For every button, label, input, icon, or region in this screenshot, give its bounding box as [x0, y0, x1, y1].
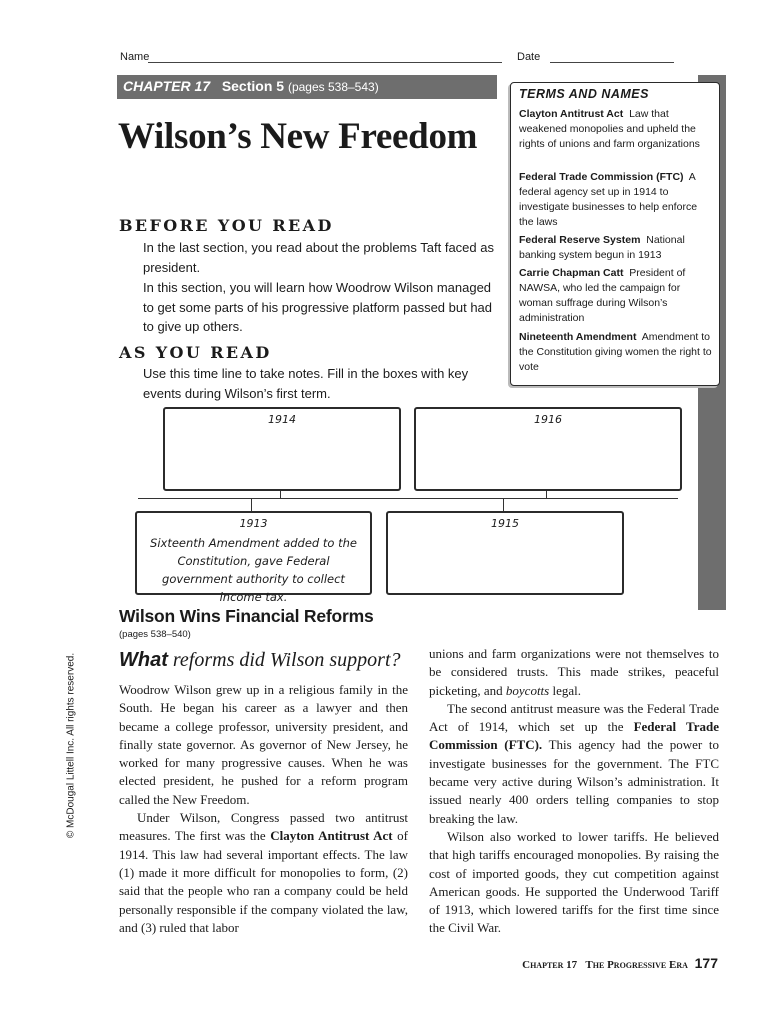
- chapter-number: CHAPTER 17: [123, 78, 211, 94]
- body-column-right: [429, 645, 719, 938]
- terms-heading: TERMS AND NAMES: [519, 87, 649, 101]
- term-highlight: Clayton Antitrust Act: [270, 828, 393, 844]
- body-paragraph: Woodrow Wilson grew up in a religious family in the South. He began his career as a lawyer and then became a college professor, university president, and finally state governor. As governor of New Jersey, he worked for many progressive causes. When he was elected president, he pushed for a reform program called the New Freedom.: [119, 682, 408, 807]
- term-name: Federal Reserve System: [519, 234, 641, 246]
- terms-and-names-box: [510, 82, 720, 386]
- term-name: Carrie Chapman Catt: [519, 267, 624, 279]
- before-you-read-text: In this section, you will learn how Woodrow Wilson managed to get some parts of his progressive platform passed but had to give up others.: [143, 280, 493, 334]
- term-item: [519, 330, 713, 375]
- timeline-axis: [138, 498, 678, 499]
- timeline-tick: [503, 498, 504, 511]
- date-field[interactable]: [550, 62, 674, 63]
- term-item: [519, 170, 713, 230]
- section-question: [119, 649, 401, 672]
- name-label: Name: [120, 51, 150, 63]
- chapter-bar: [117, 75, 497, 99]
- term-name: Nineteenth Amendment: [519, 331, 637, 343]
- term-definition: Law that weakened monopolies and upheld the rights of unions and farm organizations: [519, 108, 700, 150]
- body-paragraph: unions and farm organizations were not themselves to be considered trusts. This made strikes, peaceful picketing, and boycotts legal.: [429, 646, 719, 698]
- timeline-box-1913[interactable]: [135, 511, 372, 604]
- timeline-tick: [251, 498, 252, 511]
- term-definition: President of NAWSA, who led the campaign for woman suffrage during Wilson’s administration: [519, 267, 686, 324]
- copyright-notice: © McDougal Littell Inc. All rights reserved.: [65, 652, 77, 839]
- body-column-left: [119, 681, 408, 937]
- before-you-read-text: In the last section, you read about the problems Taft faced as president.: [143, 240, 494, 275]
- term-item: [519, 107, 713, 152]
- term-definition: Amendment to the Constitution giving women the right to vote: [519, 331, 712, 373]
- page-number: 177: [694, 955, 718, 971]
- section-number: Section 5: [221, 78, 285, 94]
- timeline-box-1915[interactable]: [386, 511, 624, 595]
- body-paragraph: Under Wilson, Congress passed two antitrust measures. The first was the Clayton Antitrust Act of 1914. This law had several important effects. The law (1) made it more difficult for monopolies to form, (2) said that the people who ran a company could be held personally responsible if the company violated the law, and (3) ruled that labor: [119, 810, 408, 935]
- before-you-read-heading: BEFORE YOU READ: [119, 216, 334, 235]
- term-item: [519, 233, 713, 263]
- timeline-box-1914[interactable]: [163, 407, 401, 491]
- term-item: [519, 266, 713, 326]
- as-you-read-text: Use this time line to take notes. Fill in the boxes with key events during Wilson’s first term.: [143, 366, 469, 401]
- term-name: Clayton Antitrust Act: [519, 108, 624, 120]
- section-heading: Wilson Wins Financial Reforms: [119, 606, 374, 626]
- term-name: Federal Trade Commission (FTC): [519, 171, 684, 183]
- date-label: Date: [517, 51, 541, 63]
- term-definition: A federal agency set up in 1914 to investigate businesses to help enforce the laws: [519, 171, 698, 228]
- question-text: reforms did Wilson support?: [167, 649, 401, 671]
- footer-chapter: Chapter 17: [522, 959, 578, 971]
- timeline-year: 1914: [268, 413, 296, 426]
- as-you-read-heading: AS YOU READ: [119, 343, 272, 362]
- chapter-pages: (pages 538–543): [287, 80, 379, 94]
- section-pages: (pages 538–540): [119, 629, 191, 640]
- term-highlight: Federal Trade Commission (FTC).: [429, 719, 719, 753]
- chapter-heading: [123, 78, 379, 94]
- page-footer: [522, 955, 718, 971]
- term-definition: National banking system begun in 1913: [519, 234, 685, 261]
- timeline-year: 1915: [491, 517, 519, 530]
- timeline-note: Sixteenth Amendment added to the Constitution, gave Federal government authority to collect income tax.: [150, 536, 357, 604]
- timeline-year: 1913: [239, 517, 268, 530]
- page-title: Wilson’s New Freedom: [118, 116, 478, 157]
- body-paragraph: Wilson also worked to lower tariffs. He believed that high tariffs encouraged monopolies. By raising the cost of imported goods, they cut competition against American goods. He supported the Underwood Tariff of 1913, which lowered tariffs for the first time since the Civil War.: [429, 828, 719, 936]
- name-field[interactable]: [148, 62, 502, 63]
- question-emphasis: What: [119, 649, 168, 671]
- body-paragraph: The second antitrust measure was the Federal Trade Act of 1914, which set up the Federal Trade Commission (FTC). This agency had the power to investigate businesses for the government. The FTC became very active during Wilson’s administration. It issued nearly 400 orders telling companies to stop breaking the law.: [429, 700, 719, 826]
- timeline-year: 1916: [534, 413, 562, 426]
- timeline-box-1916[interactable]: [414, 407, 682, 491]
- footer-title: The Progressive Era: [585, 959, 688, 971]
